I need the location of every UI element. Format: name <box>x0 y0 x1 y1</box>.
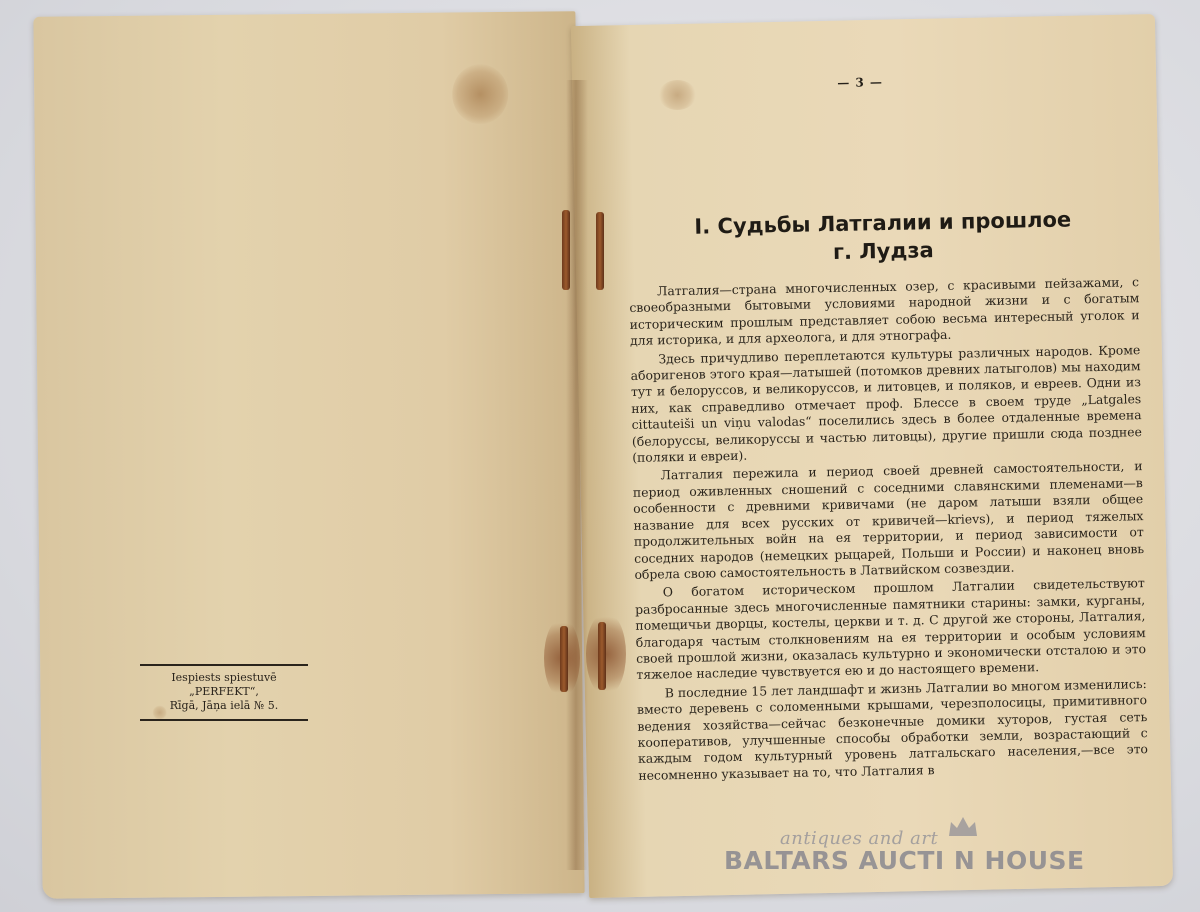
paragraph-4: О богатом историческом прошлом Латгалии свидетельствуют разбросанные здесь многочисленные памятники старины: замки, курганы, помещичьи дворцы, костелы, церкви и т. д. С другой же стороны, Латгалия, благодаря частым столкновениям на ея территории и особым условиям своей прошлой жизни, оказалась культурно и экономически отсталою и это тяжелое наследие чувствуется ею и до настоящего времени. <box>635 575 1147 683</box>
staple-top-left <box>562 210 570 290</box>
staple-bottom-left <box>560 626 568 692</box>
imprint-rule-bottom <box>140 719 308 721</box>
body-text <box>629 274 1149 784</box>
crown-icon <box>946 814 980 840</box>
paragraph-1: Латгалия—страна многочисленных озер, с красивыми пейзажами, с своеобразными бытовыми условиями народной жизни и с богатым историческим прошлым представляет собою весьма интересный уголок и для историка, и для археолога, и для этнографа. <box>629 274 1140 349</box>
imprint-rule-top <box>140 664 308 666</box>
watermark-brand: BALTARS AUCTI N HOUSE <box>724 846 1085 875</box>
staple-top-right <box>596 212 604 290</box>
watermark-tagline: antiques and art <box>780 828 939 849</box>
staple-bottom-right <box>598 622 606 690</box>
paragraph-5: В последние 15 лет ландшафт и жизнь Латгалии во многом изменились: вместо деревень с соломенными крышами, черезполосицы, примитивного ведения хозяйства—сейчас безконечные домики хуторов, густая сеть кооперативов, улучшенные способы обработки земли, возрастающий с каждым годом культурный уровень латгальскаго населения,—все это несомненно указывает на то, что Латгалия в <box>636 675 1149 783</box>
paragraph-2: Здесь причудливо переплетаются культуры различных народов. Кроме аборигенов этого края—латышей (потомков древних латыголов) мы находим тут и белоруссов, и великоруссов, и литовцев, и поляков, и евреев. Одни из них, как справедливо отмечает проф. Блессе в своем труде „Latgales cittauteiši un viņu valodas“ поселились здесь в более отдаленные времена (белоруссы, великоруссы и частью литовцы), другие пришли сюда позднее (поляки и евреи). <box>630 341 1142 465</box>
imprint-line-2: Rīgā, Jāņa ielā № 5. <box>169 699 279 712</box>
chapter-title <box>628 204 1139 270</box>
chapter-title-line-2: г. Лудза <box>832 238 934 265</box>
paragraph-3: Латгалия пережила и период своей древней самостоятельности, и период оживленных сношений с соседними славянскими племенами—в особенности с древними кривичами (не даром латыши взяли общее название для всех русских от кривичей—krievs), и период тяжелых продолжительных войн на ея территории, и период зависимости от соседних народов (немецких рыцарей, Польши и России) и наконец вновь обрела свою самостоятельность в Латвийском созвездии. <box>632 458 1145 582</box>
right-page-content <box>625 70 1148 786</box>
printer-imprint <box>140 662 308 721</box>
rust-stain <box>586 612 626 696</box>
stain <box>452 64 509 125</box>
imprint-line-1: Iespiests spiestuvē „PERFEKT“, <box>171 671 277 698</box>
chapter-title-line-1: I. Судьбы Латгалии и прошлое <box>694 207 1072 239</box>
book-spine <box>566 80 588 870</box>
left-page <box>33 11 584 899</box>
page-number: — 3 — <box>837 75 884 90</box>
